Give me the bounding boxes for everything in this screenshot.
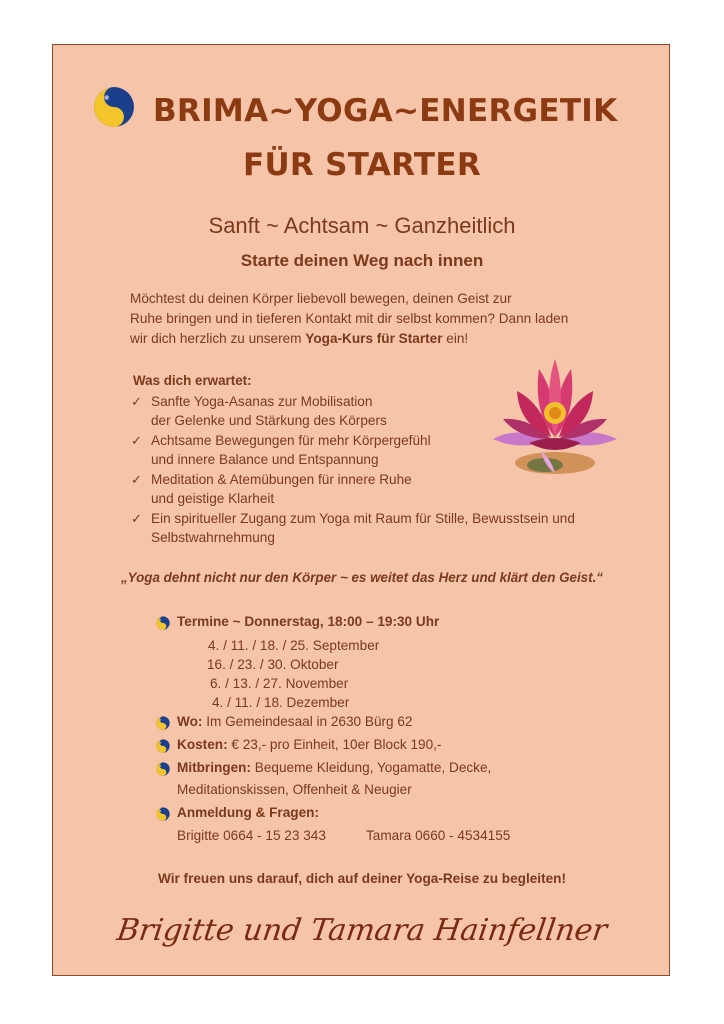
checkmark-icon: ✓ [131, 511, 142, 526]
expect-item: ✓ Sanfte Yoga-Asanas zur Mobilisation der Gelenke und Stärkung des Körpers [131, 394, 387, 428]
date-line-dezember: 4. / 11. / 18. Dezember [212, 695, 350, 710]
flyer [52, 44, 670, 976]
checkmark-icon: ✓ [131, 433, 142, 448]
intro-line-3: wir dich herzlich zu unserem Yoga-Kurs für Starter ein! [130, 331, 469, 346]
checkmark-icon: ✓ [131, 394, 142, 409]
bring: Mitbringen: Bequeme Kleidung, Yogamatte, Decke, [177, 760, 492, 775]
intro-paragraph [130, 289, 650, 349]
yin-yang-bullet-icon [156, 762, 170, 776]
title-line-2: FÜR STARTER [242, 147, 482, 183]
yin-yang-moon-icon [93, 86, 135, 128]
intro-line-2: Ruhe bringen und in tieferen Kontakt mit dir selbst kommen? Dann laden [130, 311, 569, 326]
checkmark-icon: ✓ [131, 472, 142, 487]
bring-line-2: Meditationskissen, Offenheit & Neugier [177, 782, 412, 797]
contact-heading: Anmeldung & Fragen: [177, 805, 319, 820]
expect-heading: Was dich erwartet: [133, 373, 252, 388]
expect-item: ✓ Achtsame Bewegungen für mehr Körpergefühl und innere Balance und Entspannung [131, 433, 431, 467]
subtitle: Sanft ~ Achtsam ~ Ganzheitlich [208, 213, 516, 238]
contact-tamara-phone: Tamara 0660 - 4534155 [366, 828, 511, 843]
yin-yang-bullet-icon [156, 739, 170, 753]
cost: Kosten: € 23,- pro Einheit, 10er Block 190,- [177, 737, 442, 752]
quote: „Yoga dehnt nicht nur den Körper ~ es weitet das Herz und klärt den Geist.“ [120, 570, 604, 585]
signature: Brigitte und Tamara Hainfellner [114, 913, 610, 948]
date-line-november: 6. / 13. / 27. November [210, 676, 349, 691]
yin-yang-bullet-icon [156, 716, 170, 730]
schedule-heading: Termine ~ Donnerstag, 18:00 – 19:30 Uhr [177, 614, 440, 629]
title-line-1: BRIMA~YOGA~ENERGETIK [153, 93, 618, 129]
tagline: Starte deinen Weg nach innen [240, 251, 484, 270]
contact-brigitte-phone: Brigitte 0664 - 15 23 343 [177, 828, 326, 843]
lotus-flower-image [489, 355, 621, 479]
date-line-oktober: 16. / 23. / 30. Oktober [207, 657, 339, 672]
expect-item: ✓ Ein spiritueller Zugang zum Yoga mit Raum für Stille, Bewusstsein und Selbstwahrnehmung [131, 511, 575, 545]
yin-yang-bullet-icon [156, 807, 170, 821]
yin-yang-bullet-icon [156, 616, 170, 630]
expect-item: ✓ Meditation & Atemübungen für innere Ruhe und geistige Klarheit [131, 472, 412, 506]
date-line-september: 4. / 11. / 18. / 25. September [208, 638, 380, 653]
course-name: Yoga-Kurs für Starter [305, 331, 443, 346]
intro-line-1: Möchtest du deinen Körper liebevoll bewegen, deinen Geist zur [130, 291, 512, 306]
location: Wo: Im Gemeindesaal in 2630 Bürg 62 [177, 714, 413, 729]
closing-line: Wir freuen uns darauf, dich auf deiner Yoga-Reise zu begleiten! [157, 871, 566, 886]
